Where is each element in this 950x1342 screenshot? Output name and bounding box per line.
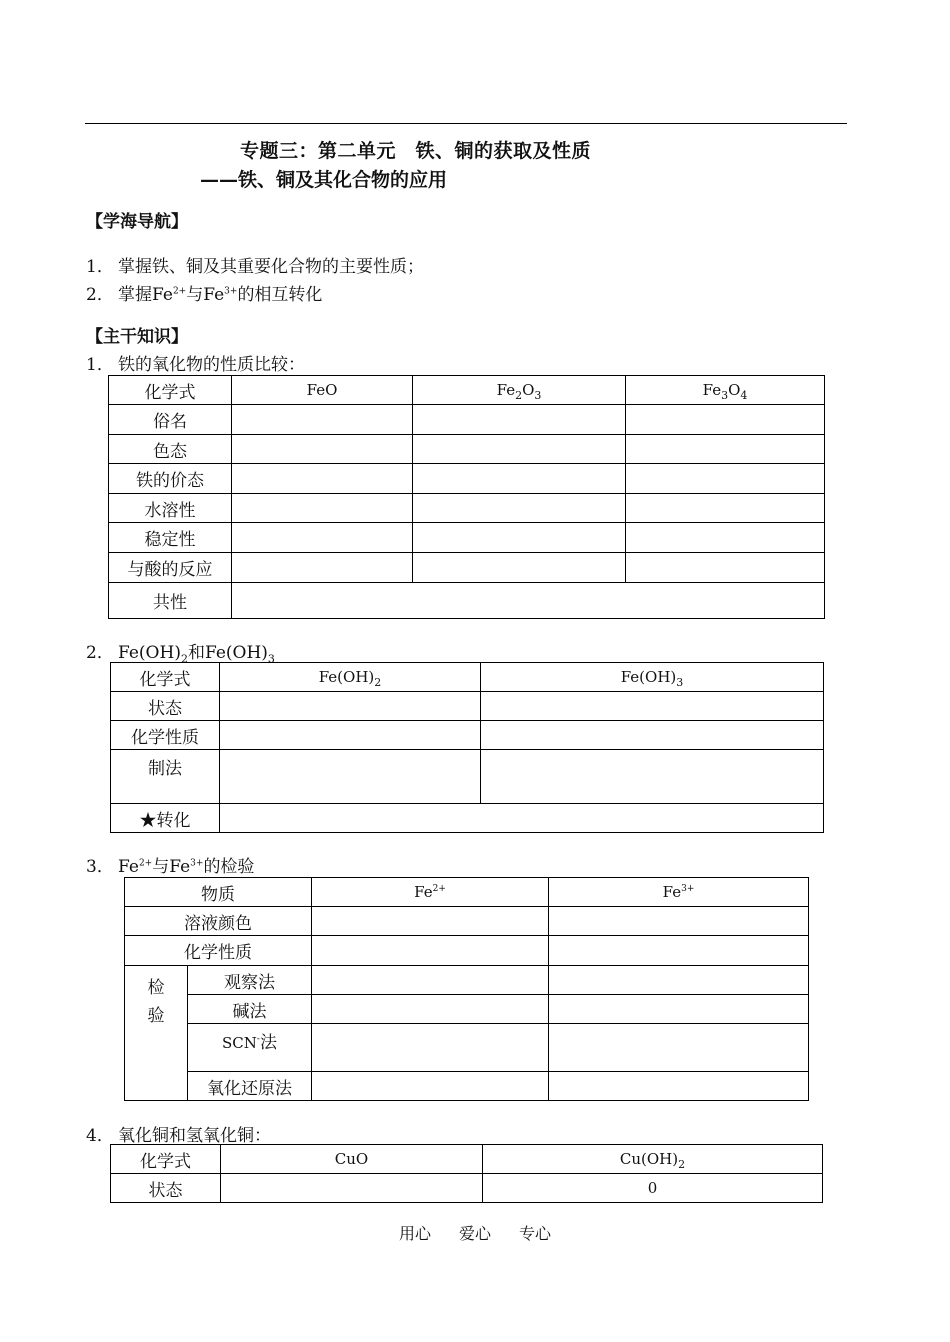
table-row: 稳定性 (109, 523, 825, 553)
table-row: 水溶性 (109, 494, 825, 523)
page-subtitle: ——铁、铜及其化合物的应用 (200, 169, 448, 191)
iron-oxides-table (108, 375, 825, 619)
main-heading: 【主干知识】 (86, 327, 188, 347)
table-row: 氧化还原法 (125, 1072, 809, 1101)
table-row: 铁的价态 (109, 464, 825, 494)
header-cell-fe2o3: $Fe_2O_3$ (413, 376, 626, 405)
nav-item-1 (86, 252, 424, 277)
table-row: 俗名 (109, 405, 825, 435)
iron-ion-test-table (124, 877, 809, 1101)
table-row: 状态 0 (111, 1174, 823, 1203)
nav-item-1-num: 1． (86, 257, 114, 277)
section4-title: 4． 氧化铜和氢氧化铜： (86, 1126, 271, 1146)
test-group-label: 检 验 (125, 966, 188, 1101)
copper-compounds-table (110, 1144, 823, 1203)
header-cell-label: 化学式 (109, 376, 232, 405)
table-row: ★转化 (111, 804, 824, 833)
nav-item-1-text: 掌握铁、铜及其重要化合物的主要性质； (118, 257, 424, 277)
table-row: 碱法 (125, 995, 809, 1024)
table-row: 色态 (109, 435, 825, 464)
table-header-row: 物质 $Fe^{2+}$ $Fe^{3+}$ (125, 878, 809, 907)
table-row: 与酸的反应 (109, 553, 825, 583)
table-row: 制法 (111, 750, 824, 804)
table-header-row: 化学式 CuO $Cu(OH)_2$ (111, 1145, 823, 1174)
table-header-row: 化学式 $Fe(OH)_2$ $Fe(OH)_3$ (111, 663, 824, 692)
section3-title: 3． $Fe^{2+}$与$Fe^{3+}$的检验 (86, 857, 255, 877)
table-row: 检 验 观察法 (125, 966, 809, 995)
table-row: SCN-法 (125, 1024, 809, 1072)
table-row: 共性 (109, 583, 825, 619)
page-footer: 用心 爱心 专心 (398, 1224, 552, 1243)
header-cell-fe3o4: $Fe_3O_4$ (626, 376, 825, 405)
table-row: 化学性质 (125, 936, 809, 966)
table-row: 状态 (111, 692, 824, 721)
section2-title: 2． $Fe(OH)_2$和$Fe(OH)_3$ (86, 643, 275, 666)
table-row: 溶液颜色 (125, 907, 809, 936)
nav-item-2-num: 2． (86, 285, 114, 305)
table-row: 化学性质 (111, 721, 824, 750)
header-cell-feo: FeO (232, 376, 413, 405)
section1-title: 1． 铁的氧化物的性质比较： (86, 355, 305, 375)
iron-hydroxides-table (110, 662, 824, 833)
header-rule (85, 123, 847, 124)
page-title: 专题三：第二单元 铁、铜的获取及性质 (240, 140, 592, 162)
table-header-row (109, 376, 825, 405)
nav-heading: 【学海导航】 (86, 212, 188, 232)
nav-item-2: 2． 掌握$Fe^{2+}$与$Fe^{3+}$的相互转化 (86, 280, 322, 305)
